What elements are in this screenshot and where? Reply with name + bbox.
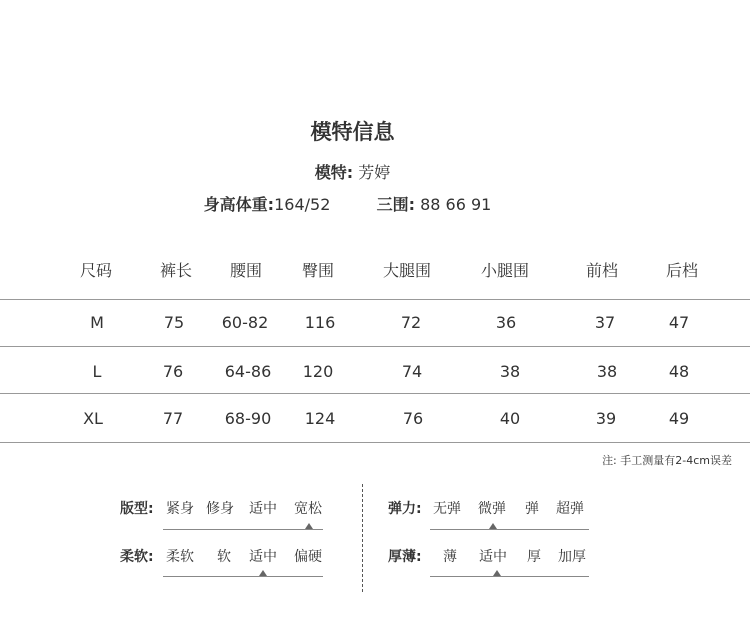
header-cell: 裤长 — [159, 261, 193, 280]
size-cell: XL — [83, 409, 103, 428]
fit-scale-line — [163, 529, 323, 530]
table-cell: 68-90 — [224, 409, 272, 428]
measurement-note: 注: 手工测量有2-4cm误差 — [602, 454, 732, 467]
elasticity-marker-icon — [489, 523, 497, 529]
table-cell: 48 — [668, 362, 690, 381]
measurements-value: 88 66 91 — [420, 195, 492, 214]
table-cell: 76 — [402, 409, 424, 428]
thickness-label: 厚薄: — [388, 549, 422, 565]
column-divider — [362, 484, 363, 592]
header-cell: 后档 — [665, 261, 699, 280]
thickness-option: 厚 — [527, 549, 541, 565]
header-cell: 小腿围 — [480, 261, 530, 280]
table-divider — [0, 346, 750, 347]
header-cell: 大腿围 — [382, 261, 432, 280]
table-cell: 74 — [401, 362, 423, 381]
table-row — [0, 313, 750, 337]
thickness-option: 加厚 — [558, 549, 586, 565]
model-stats — [0, 192, 695, 215]
table-cell: 124 — [304, 409, 336, 428]
table-cell: 77 — [162, 409, 184, 428]
table-cell: 40 — [499, 409, 521, 428]
header-cell: 前档 — [585, 261, 619, 280]
fit-option: 紧身 — [166, 501, 194, 517]
header-cell: 腰围 — [229, 261, 263, 280]
elasticity-option: 弹 — [525, 501, 539, 517]
thickness-option-selected: 适中 — [479, 549, 507, 565]
height-weight-value: 164/52 — [274, 195, 331, 214]
softness-label: 柔软: — [120, 549, 154, 565]
fit-option: 适中 — [249, 501, 277, 517]
size-table-header — [0, 258, 750, 284]
model-name: 芳婷 — [358, 163, 391, 182]
table-cell: 36 — [495, 313, 517, 332]
softness-marker-icon — [259, 570, 267, 576]
elasticity-option: 超弹 — [556, 501, 584, 517]
softness-option: 偏硬 — [294, 549, 322, 565]
table-cell: 38 — [499, 362, 521, 381]
table-cell: 38 — [596, 362, 618, 381]
measurements-label: 三围: — [376, 195, 415, 214]
table-cell: 60-82 — [221, 313, 269, 332]
thickness-scale-line — [430, 576, 589, 577]
table-divider — [0, 393, 750, 394]
fit-option-selected: 宽松 — [294, 501, 322, 517]
model-label: 模特: — [314, 163, 354, 182]
thickness-option: 薄 — [443, 549, 457, 565]
table-cell: 75 — [163, 313, 185, 332]
table-cell: 64-86 — [224, 362, 272, 381]
table-row — [0, 409, 750, 433]
size-cell: M — [90, 313, 104, 332]
table-cell: 76 — [162, 362, 184, 381]
softness-option: 软 — [217, 549, 231, 565]
size-cell: L — [92, 362, 102, 381]
table-cell: 72 — [400, 313, 422, 332]
page-title: 模特信息 — [310, 120, 395, 144]
table-cell: 120 — [302, 362, 334, 381]
header-cell: 尺码 — [79, 261, 113, 280]
table-divider — [0, 442, 750, 443]
table-cell: 116 — [304, 313, 336, 332]
table-cell: 49 — [668, 409, 690, 428]
table-cell: 47 — [668, 313, 690, 332]
elasticity-scale-line — [430, 529, 589, 530]
elasticity-option-selected: 微弹 — [478, 501, 506, 517]
thickness-marker-icon — [493, 570, 501, 576]
elasticity-option: 无弹 — [433, 501, 461, 517]
height-weight-label: 身高体重: — [203, 195, 275, 214]
table-divider — [0, 299, 750, 300]
fit-option: 修身 — [206, 501, 234, 517]
table-row — [0, 362, 750, 386]
fit-marker-icon — [305, 523, 313, 529]
elasticity-label: 弹力: — [388, 501, 422, 517]
table-cell: 39 — [595, 409, 617, 428]
softness-option-selected: 适中 — [249, 549, 277, 565]
table-cell: 37 — [594, 313, 616, 332]
softness-option: 柔软 — [166, 549, 194, 565]
model-info — [0, 160, 705, 183]
header-cell: 臀围 — [301, 261, 335, 280]
fit-label: 版型: — [120, 501, 154, 517]
softness-scale-line — [163, 576, 323, 577]
